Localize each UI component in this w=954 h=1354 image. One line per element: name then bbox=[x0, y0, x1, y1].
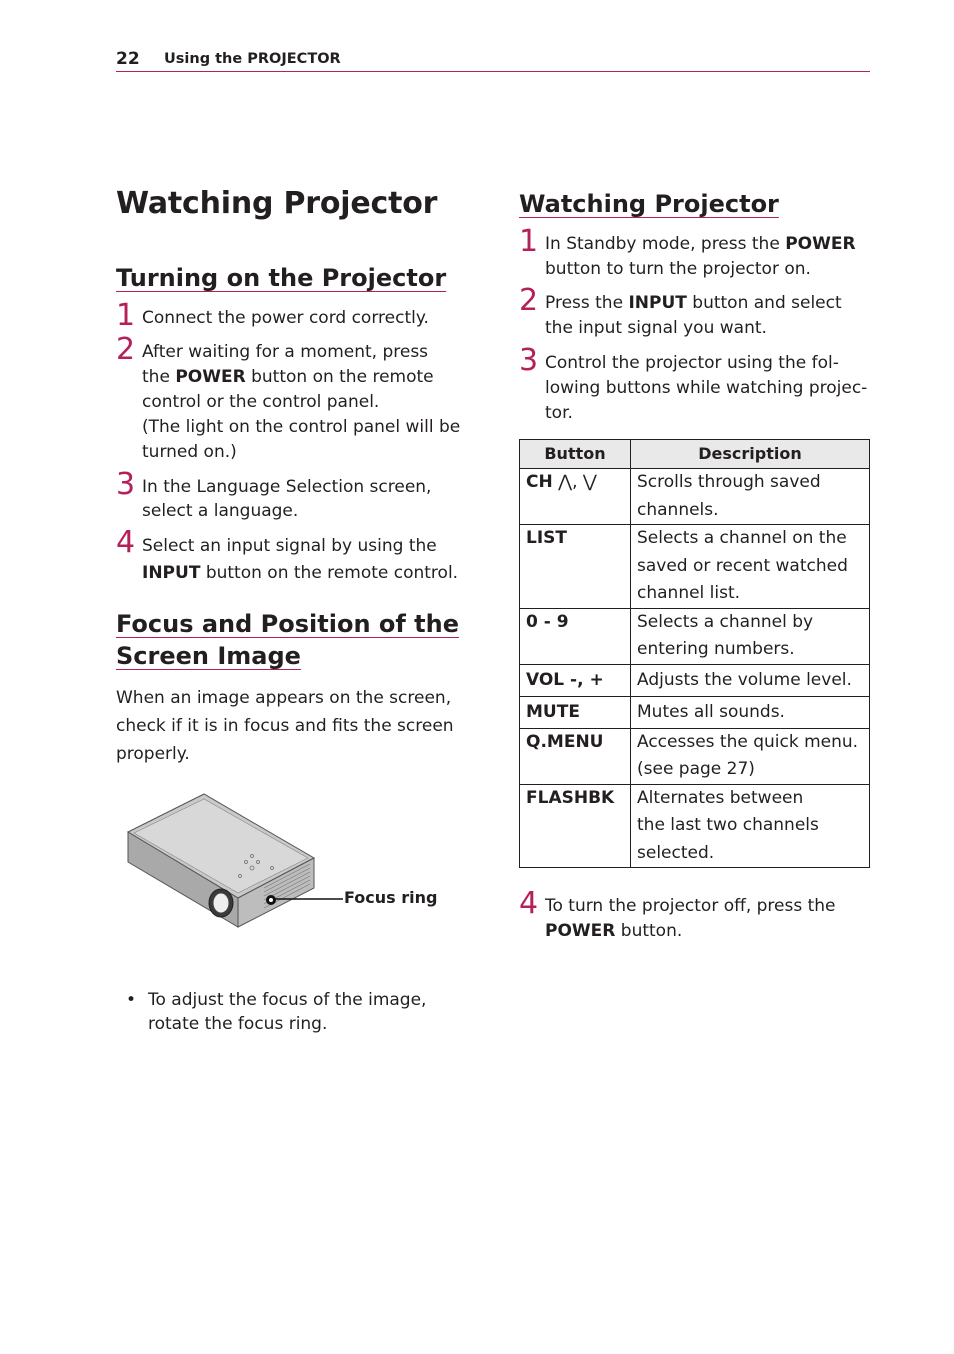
step-text: Control the projector using the fol- bbox=[545, 353, 839, 373]
description-cell: Mutes all sounds. bbox=[631, 696, 870, 728]
power-keyword: POWER bbox=[545, 921, 616, 941]
step-text: In the Language Selection screen, bbox=[142, 477, 432, 497]
button-cell: VOL -, + bbox=[520, 664, 631, 696]
section-title: Using the PROJECTOR bbox=[164, 51, 341, 67]
step-text: control or the control panel. bbox=[142, 392, 380, 412]
button-cell: 0 - 9 bbox=[520, 608, 631, 664]
step-number: 2 bbox=[519, 283, 539, 318]
step-text: POWER button. bbox=[545, 921, 683, 941]
input-keyword: INPUT bbox=[628, 293, 687, 313]
projector-illustration bbox=[124, 790, 344, 939]
description-cell: Scrolls through saved channels. bbox=[631, 469, 870, 525]
page-number: 22 bbox=[116, 49, 140, 69]
table-row bbox=[520, 664, 870, 696]
focus-paragraph: When an image appears on the screen, check if it is in focus and fits the screen properly. bbox=[116, 688, 454, 764]
step-text: Connect the power cord correctly. bbox=[142, 308, 429, 328]
step-number: 3 bbox=[519, 343, 539, 378]
step-text: button to turn the projector on. bbox=[545, 259, 811, 279]
table-row bbox=[520, 525, 870, 609]
power-keyword: POWER bbox=[175, 367, 246, 387]
step-number: 4 bbox=[519, 886, 539, 921]
step-text: Press the INPUT button and select bbox=[545, 293, 842, 313]
ch-arrows: ⋀, ⋁ bbox=[552, 472, 597, 492]
description-cell: Adjusts the volume level. bbox=[631, 664, 870, 696]
step-number: 4 bbox=[116, 525, 136, 560]
button-cell: MUTE bbox=[520, 696, 631, 728]
description-cell: Selects a channel by entering numbers. bbox=[631, 608, 870, 664]
power-keyword: POWER bbox=[785, 234, 856, 254]
step-number: 1 bbox=[116, 298, 136, 333]
table-row bbox=[520, 696, 870, 728]
page-title: Watching Projector bbox=[116, 186, 438, 221]
step-text: lowing buttons while watching projec- bbox=[545, 378, 868, 398]
button-description-table bbox=[519, 439, 870, 868]
step-text: select a language. bbox=[142, 501, 299, 521]
table-row bbox=[520, 784, 870, 868]
step-text: INPUT button on the remote control. bbox=[142, 563, 459, 583]
step-text: After waiting for a moment, press bbox=[142, 342, 429, 362]
step-text: tor. bbox=[545, 403, 573, 423]
description-cell: Accesses the quick menu. (see page 27) bbox=[631, 728, 870, 784]
table-row bbox=[520, 608, 870, 664]
step-number: 1 bbox=[519, 224, 539, 259]
focus-ring-label: Focus ring bbox=[344, 888, 438, 907]
turning-on-heading: Turning on the Projector bbox=[116, 264, 447, 292]
step-text: the POWER button on the remote bbox=[142, 367, 434, 387]
watching-heading: Watching Projector bbox=[519, 190, 779, 218]
projector-drawing bbox=[124, 790, 344, 935]
button-cell: FLASHBK bbox=[520, 784, 631, 868]
column-header-button: Button bbox=[520, 440, 631, 469]
table-row bbox=[520, 469, 870, 525]
description-cell: Alternates between the last two channels selected. bbox=[631, 784, 870, 868]
step-text: turned on.) bbox=[142, 442, 237, 462]
description-cell: Selects a channel on the saved or recent watched channel list. bbox=[631, 525, 870, 609]
button-cell: CH ⋀, ⋁ bbox=[520, 469, 631, 525]
focus-heading: Focus and Position of the Screen Image bbox=[116, 610, 460, 670]
button-cell: Q.MENU bbox=[520, 728, 631, 784]
step-text: Select an input signal by using the bbox=[142, 536, 437, 556]
step-text: the input signal you want. bbox=[545, 318, 767, 338]
step-text: In Standby mode, press the POWER bbox=[545, 234, 856, 254]
table-header-row bbox=[520, 440, 870, 469]
button-cell: LIST bbox=[520, 525, 631, 609]
input-keyword: INPUT bbox=[142, 563, 201, 583]
step-number: 3 bbox=[116, 467, 136, 502]
table-row bbox=[520, 728, 870, 784]
step-text: To turn the projector off, press the bbox=[545, 896, 836, 916]
column-header-description: Description bbox=[631, 440, 870, 469]
step-text: (The light on the control panel will be bbox=[142, 417, 461, 437]
header-divider bbox=[116, 71, 870, 72]
step-number: 2 bbox=[116, 332, 136, 367]
bullet-dot: • bbox=[126, 990, 137, 1010]
